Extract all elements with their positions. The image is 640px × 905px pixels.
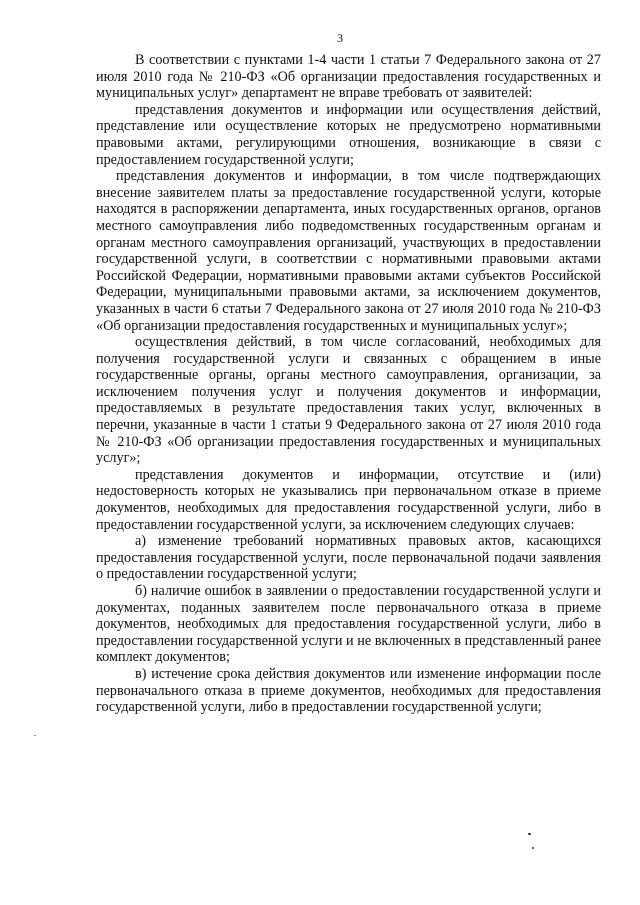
paragraph-item-4: представления документов и информации, отсутствие и (или) недостоверность которых не указывались при первоначальном отказе в приеме документов, необходимых для предоставления государственной услуги, либо в предоставлении государственной услуги, за исключением следующих случаев: xyxy=(96,466,601,533)
paragraph-subitem-a: а) изменение требований нормативных правовых актов, касающихся предоставления государственной услуги, после первоначальной подачи заявления о предоставлении государственной услуги; xyxy=(96,533,601,583)
paragraph-item-3: осуществления действий, в том числе согласований, необходимых для получения государственной услуги и связанных с обращением в иные государственные органы, органы местного самоуправления, организации, за исключением получения услуг и получения документов и информации, предоставляемых в результате предоставления таких услуг, включенных в перечни, указанные в части 1 статьи 9 Федерального закона от 27 июля 2010 года № 210-ФЗ «Об организации предоставления государственных и муниципальных услуг»; xyxy=(96,334,601,467)
document-body xyxy=(96,52,601,716)
paragraph-subitem-b: б) наличие ошибок в заявлении о предоставлении государственной услуги и документах, поданных заявителем после первоначального отказа в приеме документов, необходимых для предоставления государственной услуги, либо в предоставлении государственной услуги и не включенных в представленный ранее комплект документов; xyxy=(96,583,601,666)
paragraph-intro: В соответствии с пунктами 1-4 части 1 статьи 7 Федерального закона от 27 июля 2010 года № 210-ФЗ «Об организации предоставления государственных и муниципальных услуг» департамент не вправе требовать от заявителей: xyxy=(96,52,601,102)
scan-artifact xyxy=(532,847,534,849)
page-number: 3 xyxy=(337,31,343,45)
scan-artifact xyxy=(528,833,531,835)
paragraph-subitem-c: в) истечение срока действия документов или изменение информации после первоначального отказа в приеме документов, необходимых для предоставления государственной услуги, либо в предоставлении государственной услуги; xyxy=(96,665,601,716)
paragraph-item-2: представления документов и информации, в том числе подтверждающих внесение заявителем платы за предоставление государственной услуги, которые находятся в распоряжении департамента, иных государственных органов, органов местного самоуправления либо подведомственных государственным органам и органам местного самоуправления организаций, участвующих в предоставлении государственной услуги, в соответствии с нормативными правовыми актами Российской Федерации, нормативными правовыми актами субъектов Российской Федерации, муниципальными правовыми актами, за исключением документов, указанных в части 6 статьи 7 Федерального закона от 27 июля 2010 года № 210-ФЗ «Об организации предоставления государственных и муниципальных услуг»; xyxy=(96,168,601,334)
paragraph-item-1: представления документов и информации или осуществления действий, представление или осуществление которых не предусмотрено нормативными правовыми актами, регулирующими отношения, возникающие в связи с предоставлением государственной услуги; xyxy=(96,101,601,168)
scan-artifact xyxy=(34,735,36,736)
